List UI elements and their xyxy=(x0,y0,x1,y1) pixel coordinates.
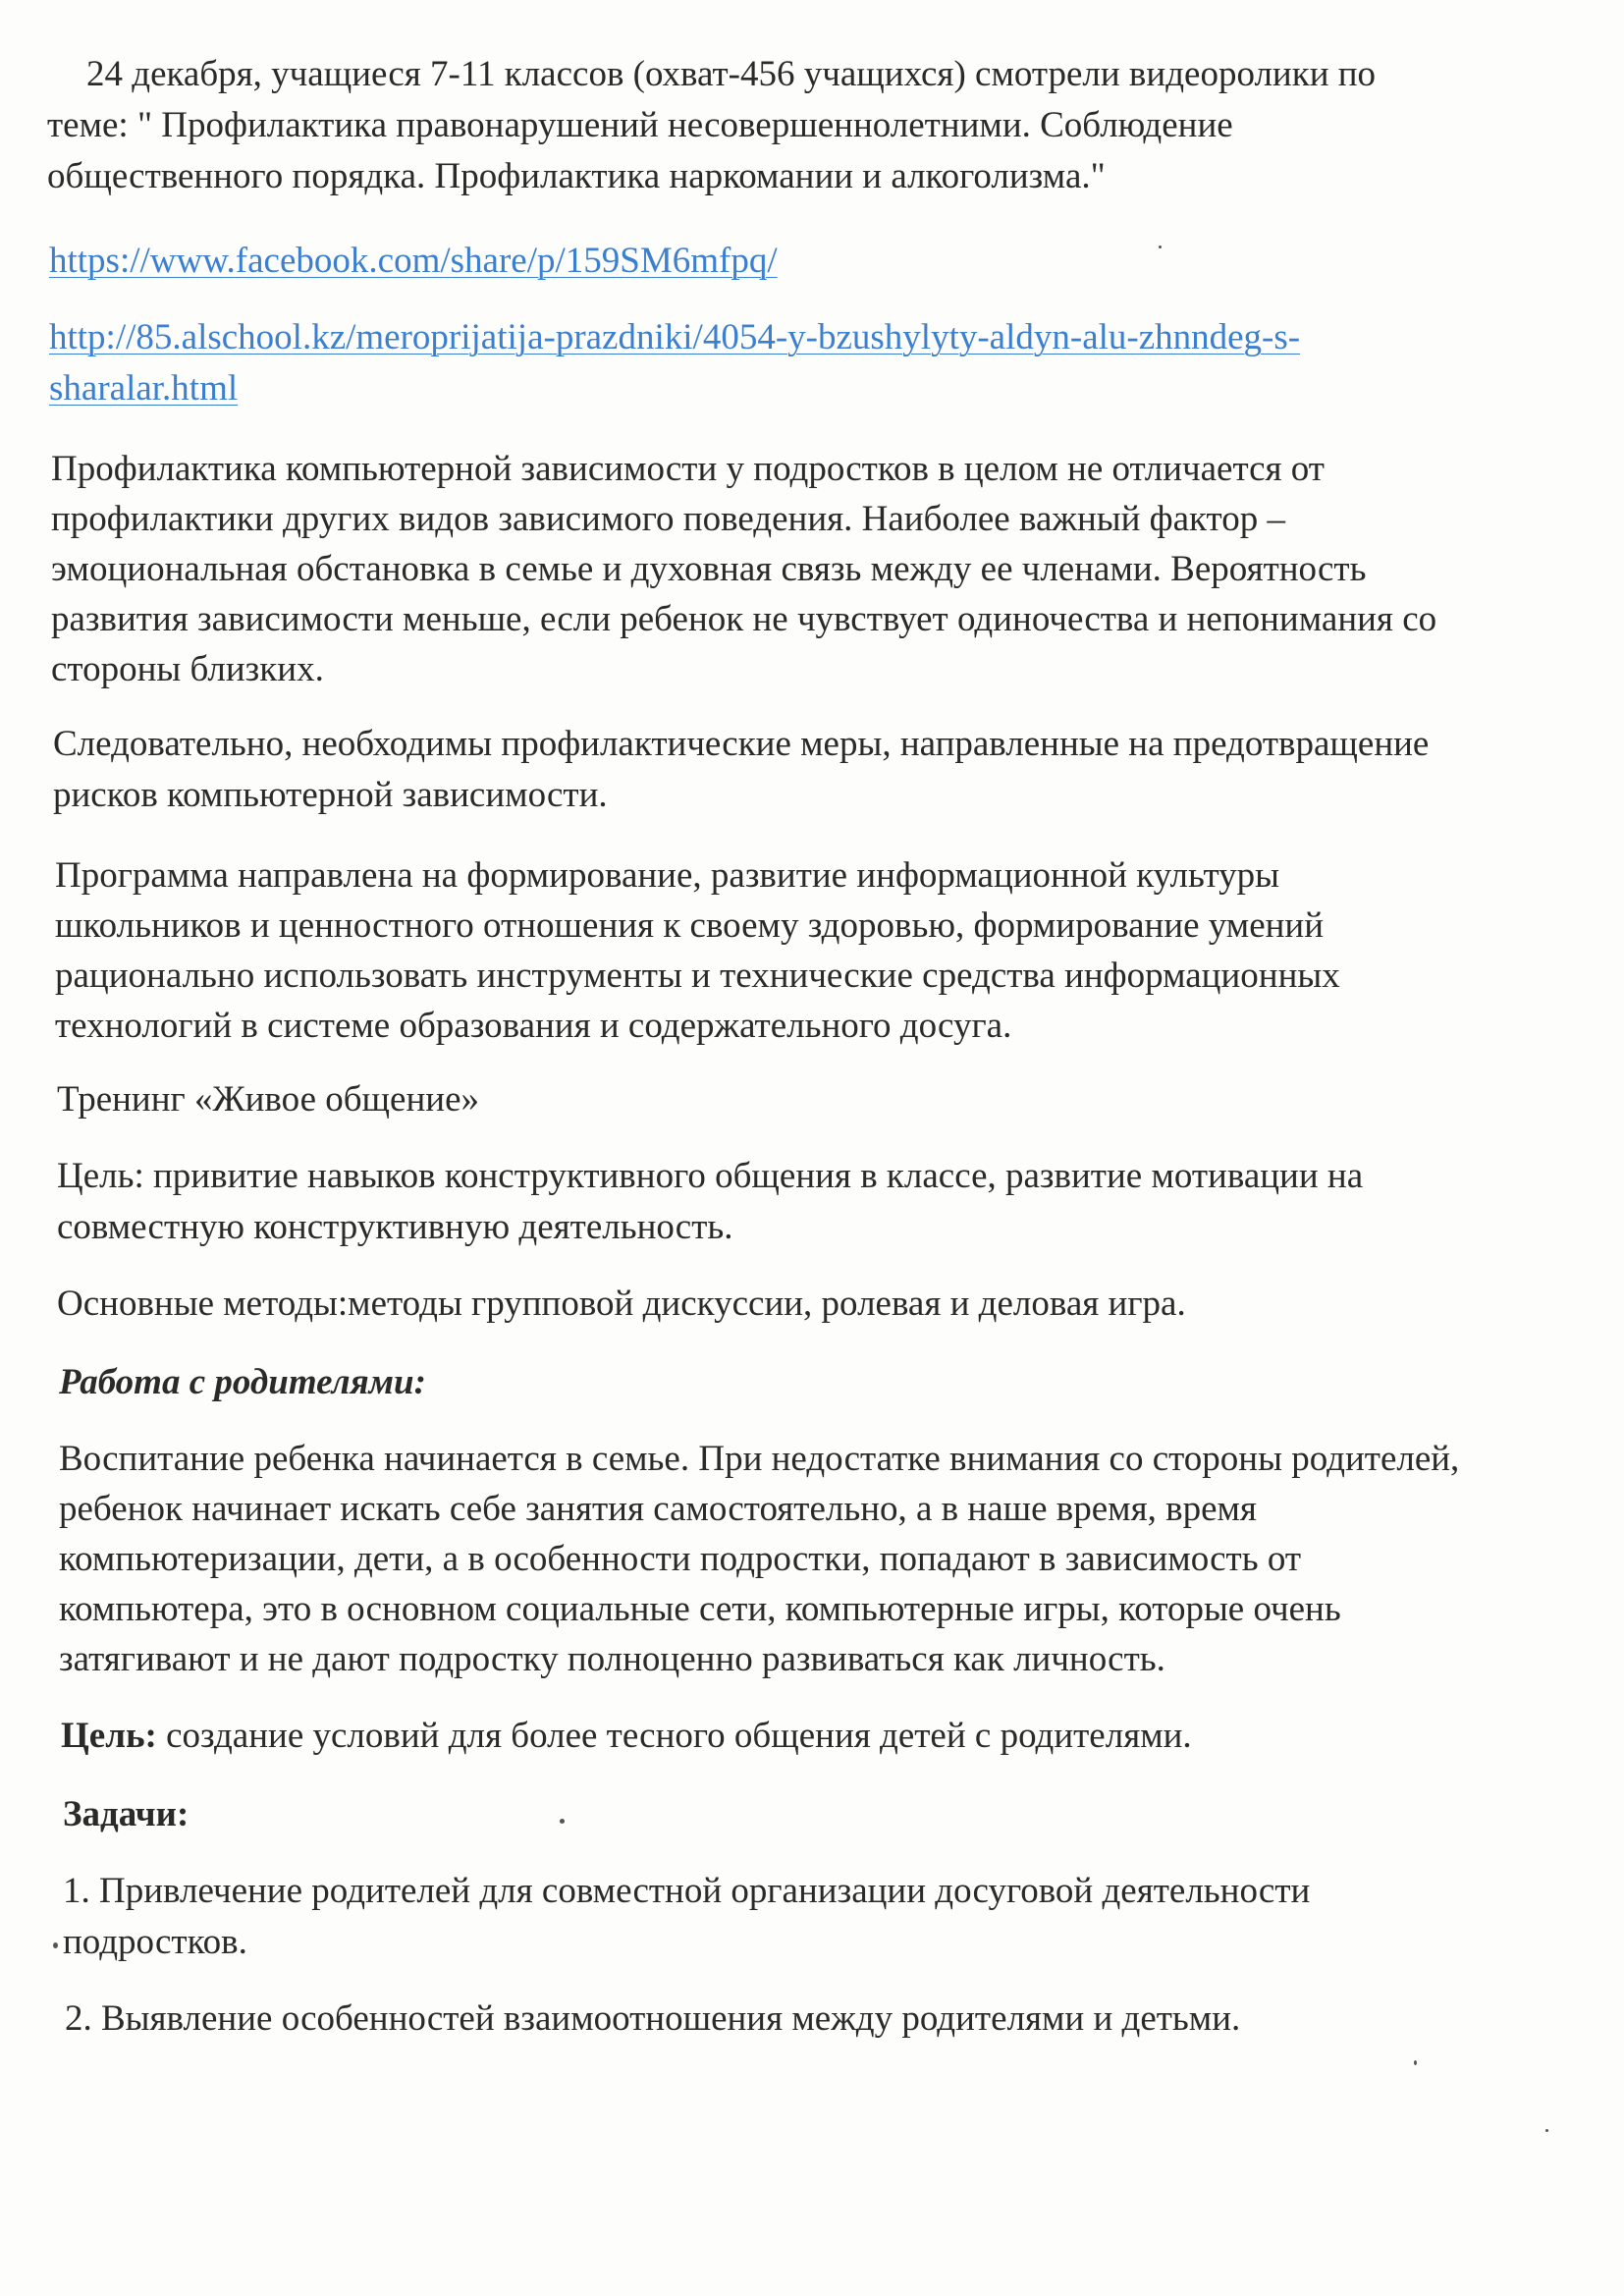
program-line-4: технологий в системе образования и содержательного досуга. xyxy=(55,1006,1012,1046)
parents-line-4: компьютера, это в основном социальные сети, компьютерные игры, которые очень xyxy=(59,1589,1341,1629)
task-1-line-2: подростков. xyxy=(63,1922,247,1962)
parents-line-2: ребенок начинает искать себе занятия самостоятельно, а в наше время, время xyxy=(59,1489,1257,1529)
training-goal-line-2: совместную конструктивную деятельность. xyxy=(57,1207,733,1247)
prevention-line-1: Профилактика компьютерной зависимости у подростков в целом не отличается от xyxy=(51,449,1325,489)
goal-label: Цель: xyxy=(61,1716,157,1756)
scan-speck xyxy=(53,1942,58,1948)
parents-line-5: затягивают и не дают подростку полноценно развиваться как личность. xyxy=(59,1639,1165,1679)
scan-speck xyxy=(1159,246,1162,248)
consequently-line-2: рисков компьютерной зависимости. xyxy=(53,775,608,815)
task-2-line-1: 2. Выявление особенностей взаимоотношения между родителями и детьми. xyxy=(65,1998,1241,2039)
consequently-line-1: Следовательно, необходимы профилактические меры, направленные на предотвращение xyxy=(53,724,1430,764)
prevention-line-5: стороны близких. xyxy=(51,649,324,689)
prevention-line-2: профилактики других видов зависимого поведения. Наиболее важный фактор – xyxy=(51,499,1285,539)
parents-line-3: компьютеризации, дети, а в особенности подростки, попадают в зависимость от xyxy=(59,1539,1302,1579)
methods-text: Основные методы:методы групповой дискуссии, ролевая и деловая игра. xyxy=(57,1284,1186,1324)
intro-line-2: теме: " Профилактика правонарушений несовершеннолетними. Соблюдение xyxy=(47,105,1233,145)
scan-speck xyxy=(1545,2129,1548,2132)
scan-speck xyxy=(1414,2060,1417,2065)
parents-line-1: Воспитание ребенка начинается в семье. При недостатке внимания со стороны родителей, xyxy=(59,1439,1460,1479)
training-goal-line-1: Цель: привитие навыков конструктивного общения в классе, развитие мотивации на xyxy=(57,1156,1364,1196)
task-1-line-1: 1. Привлечение родителей для совместной организации досуговой деятельности xyxy=(63,1871,1311,1911)
intro-line-1: 24 декабря, учащиеся 7-11 классов (охват-456 учащихся) смотрели видеоролики по xyxy=(86,54,1377,94)
program-line-1: Программа направлена на формирование, развитие информационной культуры xyxy=(55,855,1279,896)
prevention-line-4: развития зависимости меньше, если ребенок не чувствует одиночества и непонимания со xyxy=(51,599,1437,639)
training-title: Тренинг «Живое общение» xyxy=(57,1079,479,1120)
program-line-3: рационально использовать инструменты и технические средства информационных xyxy=(55,956,1340,996)
facebook-link[interactable]: https://www.facebook.com/share/p/159SM6mfpq/ xyxy=(49,241,778,281)
tasks-heading: Задачи: xyxy=(63,1794,189,1834)
goal-line xyxy=(61,1711,1192,1761)
goal-text: создание условий для более тесного общения детей с родителями. xyxy=(156,1716,1192,1756)
intro-line-3: общественного порядка. Профилактика наркомании и алкоголизма." xyxy=(47,156,1106,196)
parents-heading: Работа с родителями: xyxy=(59,1362,426,1402)
school-link-line-1[interactable]: http://85.alschool.kz/meroprijatija-prazdniki/4054-y-bzushylyty-aldyn-alu-zhnndeg-s- xyxy=(49,317,1301,357)
prevention-line-3: эмоциональная обстановка в семье и духовная связь между ее членами. Вероятность xyxy=(51,549,1367,589)
scan-speck xyxy=(560,1819,565,1824)
program-line-2: школьников и ценностного отношения к своему здоровью, формирование умений xyxy=(55,905,1325,946)
school-link-line-2[interactable]: sharalar.html xyxy=(49,368,239,409)
